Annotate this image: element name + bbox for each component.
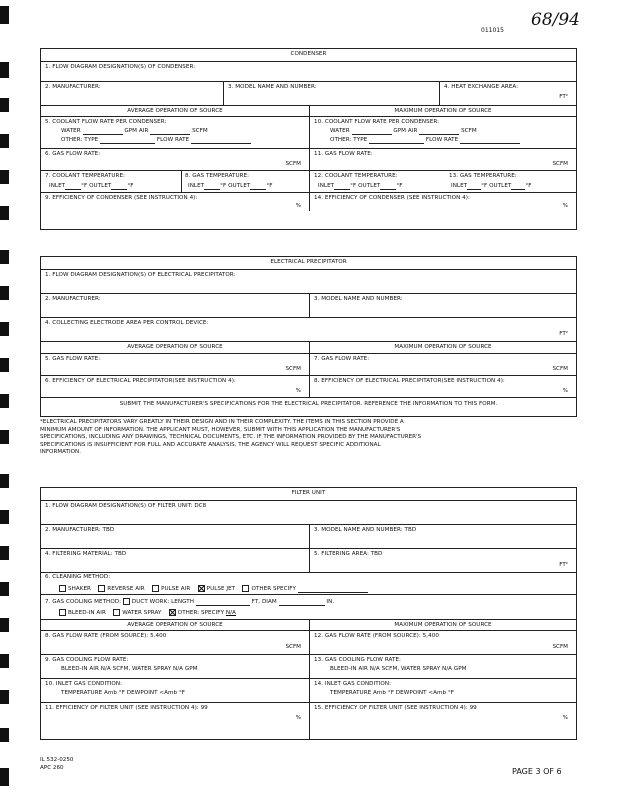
scan-mark xyxy=(0,134,9,148)
max-coolant-flow-other-row[interactable]: OTHER: TYPE FLOW RATE xyxy=(330,137,520,144)
unit-label: FT² xyxy=(559,562,568,568)
apc-number: APC 260 xyxy=(40,765,64,771)
esp-note xyxy=(40,419,577,457)
max-gas-temperature-inputs[interactable]: INLET °F OUTLET °F xyxy=(451,183,532,189)
scan-mark xyxy=(0,250,9,264)
other-cooling-checkbox-checked[interactable] xyxy=(169,609,176,616)
average-operation-header: AVERAGE OPERATION OF SOURCE xyxy=(127,621,223,628)
gas-cooling-flow-rate-label: 9. GAS COOLING FLOW RATE: xyxy=(45,657,129,663)
filter-model-field[interactable]: 3. MODEL NAME AND NUMBER: TBD xyxy=(314,527,417,533)
note-line: INFORMATION. xyxy=(40,449,81,456)
filter-max-efficiency-field[interactable]: 15. EFFICIENCY OF FILTER UNIT (SEE INSTRUCTION 4): 99 xyxy=(314,705,477,711)
filter-manufacturer-field[interactable]: 2. MANUFACTURER: TBD xyxy=(45,527,115,533)
max-gas-cooling-flow-rate-label: 13. GAS COOLING FLOW RATE: xyxy=(314,657,401,663)
esp-gas-flow-rate-field[interactable]: 5. GAS FLOW RATE: xyxy=(45,356,101,362)
condenser-section xyxy=(40,48,577,230)
document-id: 011015 xyxy=(481,27,504,34)
scan-mark xyxy=(0,286,9,300)
page-number: PAGE 3 OF 6 xyxy=(512,767,562,776)
esp-submit-instruction: SUBMIT THE MANUFACTURER'S SPECIFICATIONS FOR THE ELECTRICAL PRECIPITATOR. REFERENCE THE INFORMATION TO THIS FORM. xyxy=(119,401,498,407)
condenser-manufacturer-field[interactable]: 2. MANUFACTURER: xyxy=(45,84,101,90)
electrical-precipitator-section xyxy=(40,256,577,417)
scan-mark xyxy=(0,170,9,184)
maximum-operation-header: MAXIMUM OPERATION OF SOURCE xyxy=(394,107,492,114)
max-coolant-flow-water-row[interactable]: WATER GPM AIR SCFM xyxy=(330,128,477,134)
max-coolant-flow-rate-label: 10. COOLANT FLOW RATE PER CONDENSER: xyxy=(314,119,440,125)
scan-mark xyxy=(0,6,9,24)
max-gas-temperature-label: 13. GAS TEMPERATURE: xyxy=(449,173,517,179)
scan-mark xyxy=(0,98,9,112)
esp-manufacturer-field[interactable]: 2. MANUFACTURER: xyxy=(45,296,101,302)
section-title: CONDENSER xyxy=(290,51,327,57)
cleaning-method-options xyxy=(59,585,368,593)
scan-mark xyxy=(0,474,9,488)
section-title-row xyxy=(41,49,576,61)
condenser-model-field[interactable]: 3. MODEL NAME AND NUMBER: xyxy=(228,84,317,90)
gas-cooling-options xyxy=(59,609,236,617)
gas-temperature-label: 8. GAS TEMPERATURE: xyxy=(185,173,250,179)
max-coolant-temperature-label: 12. COOLANT TEMPERATURE: xyxy=(314,173,398,179)
option-label: BLEED-IN AIR xyxy=(68,610,106,616)
option-label: OTHER: SPECIFY xyxy=(177,610,225,616)
esp-flow-diagram-field[interactable]: 1. FLOW DIAGRAM DESIGNATION(S) OF ELECTRICAL PRECIPITATOR: xyxy=(45,272,236,278)
duct-work-checkbox[interactable] xyxy=(123,598,130,605)
unit-label: SCFM xyxy=(552,366,568,372)
coolant-flow-rate-label: 5. COOLANT FLOW RATE PER CONDENSER: xyxy=(45,119,167,125)
section-title: ELECTRICAL PRECIPITATOR xyxy=(270,259,347,265)
option-label: WATER SPRAY xyxy=(122,610,162,616)
option-label: OTHER SPECIFY xyxy=(251,586,296,592)
condenser-efficiency-field[interactable]: 9. EFFICIENCY OF CONDENSER (SEE INSTRUCTION 4): xyxy=(45,195,198,201)
coolant-temperature-label: 7. COOLANT TEMPERATURE: xyxy=(45,173,125,179)
max-gas-flow-rate-field[interactable]: 11. GAS FLOW RATE: xyxy=(314,151,373,157)
max-condenser-efficiency-field[interactable]: 14. EFFICIENCY OF CONDENSER (SEE INSTRUCTION 4): xyxy=(314,195,470,201)
scan-mark xyxy=(0,206,9,220)
note-line: *ELECTRICAL PRECIPITATORS VARY GREATLY IN THEIR DESIGN AND IN THEIR COMPLEXITY. THE ITEMS IN THIS SECTION PROVIDE A xyxy=(40,419,404,425)
note-line: MINIMUM AMOUNT OF INFORMATION. THE APPLICANT MUST, HOWEVER, SUBMIT WITH THIS APPLICATION THE MANUFACTURER'S xyxy=(40,426,401,433)
unit-label: % xyxy=(295,715,301,721)
scan-mark xyxy=(0,430,9,444)
water-spray-checkbox[interactable] xyxy=(113,609,120,616)
unit-label: SCFM xyxy=(552,161,568,167)
maximum-operation-header: MAXIMUM OPERATION OF SOURCE xyxy=(394,621,492,628)
unit-label: SCFM xyxy=(552,644,568,650)
option-label: PULSE JET xyxy=(206,586,236,592)
option-label: IN. xyxy=(326,599,335,605)
unit-label: % xyxy=(295,388,301,394)
scan-mark xyxy=(0,728,9,742)
pulse-air-checkbox[interactable] xyxy=(152,585,159,592)
field-row xyxy=(41,81,576,105)
max-gas-cooling-flow-rate-values[interactable]: BLEED-IN AIR N/A SCFM, WATER SPRAY N/A GPM xyxy=(330,666,467,672)
unit-label: % xyxy=(295,203,301,209)
scan-mark xyxy=(0,358,9,372)
scan-mark xyxy=(0,582,9,596)
unit-label: SCFM xyxy=(285,644,301,650)
unit-label: FT² xyxy=(559,94,568,100)
scan-mark xyxy=(0,654,9,668)
scan-mark xyxy=(0,62,9,78)
esp-max-efficiency-field[interactable]: 8. EFFICIENCY OF ELECTRICAL PRECIPITATOR(SEE INSTRUCTION 4): xyxy=(314,378,505,384)
coolant-temperature-inputs[interactable]: INLET °F OUTLET °F xyxy=(49,183,134,189)
esp-electrode-area-field[interactable]: 4. COLLECTING ELECTRODE AREA PER CONTROL DEVICE: xyxy=(45,320,209,326)
option-label: DUCT WORK: LENGTH xyxy=(131,599,194,605)
other-cooling-value: N/A xyxy=(225,610,236,616)
average-operation-header: AVERAGE OPERATION OF SOURCE xyxy=(127,107,223,114)
gas-flow-rate-field[interactable]: 6. GAS FLOW RATE: xyxy=(45,151,101,157)
esp-efficiency-field[interactable]: 6. EFFICIENCY OF ELECTRICAL PRECIPITATOR(SEE INSTRUCTION 4): xyxy=(45,378,236,384)
filter-efficiency-field[interactable]: 11. EFFICIENCY OF FILTER UNIT (SEE INSTRUCTION 4): 99 xyxy=(45,705,208,711)
scan-mark xyxy=(0,546,9,560)
unit-label: FT² xyxy=(559,331,568,337)
esp-model-field[interactable]: 3. MODEL NAME AND NUMBER: xyxy=(314,296,403,302)
unit-label: % xyxy=(562,203,568,209)
pulse-jet-checkbox-checked[interactable] xyxy=(198,585,205,592)
maximum-operation-header: MAXIMUM OPERATION OF SOURCE xyxy=(394,344,492,350)
scan-mark xyxy=(0,510,9,524)
handwritten-page-number: 68/94 xyxy=(531,10,580,30)
other-cleaning-checkbox[interactable] xyxy=(242,585,249,592)
max-inlet-gas-condition-values[interactable]: TEMPERATURE Amb °F DEWPOINT <Amb °F xyxy=(330,690,455,696)
unit-label: % xyxy=(562,388,568,394)
unit-label: SCFM xyxy=(285,366,301,372)
form-number: IL 532-0250 xyxy=(40,757,74,763)
unit-label: % xyxy=(562,715,568,721)
option-label: REVERSE AIR xyxy=(107,586,145,592)
scan-mark xyxy=(0,322,9,336)
inlet-gas-condition-label: 10. INLET GAS CONDITION: xyxy=(45,681,123,687)
scan-mark xyxy=(0,768,9,786)
max-inlet-gas-condition-label: 14. INLET GAS CONDITION: xyxy=(314,681,392,687)
option-label: PULSE AIR xyxy=(161,586,191,592)
option-label: SHAKER xyxy=(68,586,91,592)
filter-flow-diagram-field[interactable]: 1. FLOW DIAGRAM DESIGNATION(S) OF FILTER UNIT: DC8 xyxy=(45,503,207,509)
coolant-flow-water-row[interactable]: WATER GPM AIR SCFM xyxy=(61,128,208,134)
scan-mark xyxy=(0,618,9,632)
gas-temperature-inputs[interactable]: INLET °F OUTLET °F xyxy=(188,183,273,189)
scan-mark xyxy=(0,690,9,704)
unit-label: SCFM xyxy=(285,161,301,167)
esp-max-gas-flow-rate-field[interactable]: 7. GAS FLOW RATE: xyxy=(314,356,370,362)
coolant-flow-other-row[interactable]: OTHER: TYPE FLOW RATE xyxy=(61,137,251,144)
filter-unit-section xyxy=(40,487,577,740)
condenser-heat-exchange-area-field[interactable]: 4. HEAT EXCHANGE AREA: xyxy=(444,84,519,90)
average-operation-header: AVERAGE OPERATION OF SOURCE xyxy=(127,344,223,350)
section-title: FILTER UNIT xyxy=(291,490,326,496)
cleaning-method-label: 6. CLEANING METHOD: xyxy=(45,574,111,580)
scan-mark xyxy=(0,394,9,408)
gas-cooling-method-row xyxy=(45,598,334,606)
bleed-in-air-checkbox[interactable] xyxy=(59,609,66,616)
option-label: 7. GAS COOLING METHOD: xyxy=(45,599,122,605)
shaker-checkbox[interactable] xyxy=(59,585,66,592)
gas-cooling-flow-rate-values[interactable]: BLEED-IN AIR N/A SCFM, WATER SPRAY N/A GPM xyxy=(61,666,198,672)
note-line: SPECIFICATIONS IS INSUFFICIENT FOR FULL AND ACCURATE ANALYSIS, THE AGENCY WILL REQUEST SPECIFIC ADDITIONAL xyxy=(40,441,381,448)
option-label: FT, DIAM xyxy=(251,599,277,605)
field-row xyxy=(41,61,576,81)
filter-area-field[interactable]: 5. FILTERING AREA: TBD xyxy=(314,551,383,557)
filter-max-gas-flow-rate-field[interactable]: 12. GAS FLOW RATE (FROM SOURCE): 5,400 xyxy=(314,633,439,639)
note-line: SPECIFICATIONS, INCLUDING ANY DRAWINGS, TECHNICAL DOCUMENTS, ETC. IF THE INFORMATION PROVIDED BY THE MANUFACTURER'S xyxy=(40,434,422,441)
inlet-gas-condition-values[interactable]: TEMPERATURE Amb °F DEWPOINT <Amb °F xyxy=(61,690,186,696)
reverse-air-checkbox[interactable] xyxy=(98,585,105,592)
filter-material-field[interactable]: 4. FILTERING MATERIAL: TBD xyxy=(45,551,127,557)
condenser-flow-diagram-field[interactable]: 1. FLOW DIAGRAM DESIGNATION(S) OF CONDENSER: xyxy=(45,64,196,70)
filter-gas-flow-rate-field[interactable]: 8. GAS FLOW RATE (FROM SOURCE): 5,400 xyxy=(45,633,167,639)
max-coolant-temperature-inputs[interactable]: INLET °F OUTLET °F xyxy=(318,183,403,189)
